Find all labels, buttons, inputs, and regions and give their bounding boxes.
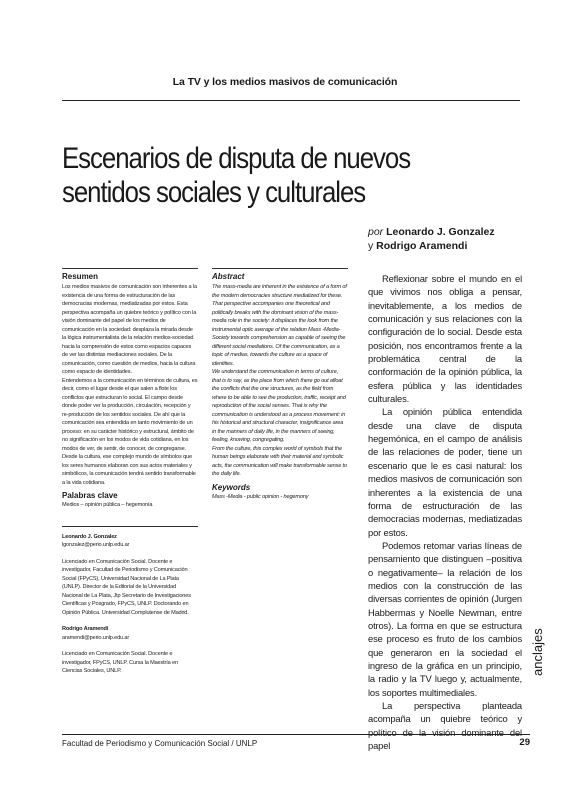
author-2-email: aramendi@perio.unlp.edu.ar [62,634,130,641]
resumen-text [62,283,198,487]
keywords: Mass -Media - public opinion - hegemony [212,493,309,500]
resumen-paragraph: Entendemos a la comunicación en términos de cultura, es decir, como el lugar desde el que salen a flote los conflictos que estructuran lo social. El campo desde donde poder ver la producción, circulación, recepción y re-producción de los sentidos sociales. De ahí que la comunicación sea entendida en tanto movimiento de un proceso: en su carácter histórico y estructural, ámbito de no significación en los modos de vida cotidiana, en los modos de ver, de sentir, de conocer, de congregarse. [62,377,198,452]
footer-text: Facultad de Periodismo y Comunicación Social / UNLP [62,739,258,748]
section-title: La TV y los medios masivos de comunicación [172,76,398,88]
page-number: 29 [519,737,530,748]
resumen-paragraph: Los medios masivos de comunicación son inherentes a la existencia de una forma de estructuración de las democracias modernas, mediatizadas por estos. Esta perspectiva acompaña un quiebre teórico y político con la visión dominante del papel de los medios de comunicación en la sociedad: desplaza la mirada desde la lógica instrumentalista de la relación medios-sociedad hacia la comprensión de estos como espacios capaces de ver las distintas mediaciones sociales. De la comunicación, como cuestión de medios, hacia la cultura como espacio de identidades. [62,284,197,375]
abstract-heading: Abstract [212,272,245,281]
byline-y: y [368,240,374,252]
keywords-heading: Keywords [212,482,251,492]
palabras-clave-heading: Palabras clave [62,491,118,500]
resumen-column [62,272,198,676]
author-1-email: lgonzalez@perio.unlp.edu.ar [62,542,130,548]
resumen-heading: Resumen [62,272,99,281]
author-2: Rodrigo Aramendi [376,240,468,252]
author-2-bio: Licenciado en Comunicación Social. Docente e investigador, FPyCS, UNLP. Cursa la Maestría en Ciencias Sociales, UNLP. [62,651,178,674]
byline [368,225,528,253]
journal-side-tab [530,614,544,676]
body-column [368,272,522,752]
body-paragraph: La perspectiva planteada acompaña un quiebre teórico y político de la visión dominante del papel [368,700,522,752]
abstract-paragraph: The mass-media are inherent in the existence of a form of the modern democracies structure mediatized for these. That perspective accompanies one theoretical and politically breaks with the dominant vision of the mass-media role in the society: it displaces the look from the instrumental optic average of the relation Mass -Media-Society towards comprehension as capable of seeing the different social mediations. Of the communication, as a topic of medias, towards the culture as a space of identities. [212,284,347,367]
abstract-paragraph: We understand the communication in terms of culture, that is to say, as the place from which there go out afloat the conflicts that the one structures, as the field from where to be able to see the production, traffic, receipt and reproduction of the social senses. That is why the communication is understood as a process movement: in his historical and structural character, insignificance area in the manners of daily life, in the manners of seeing, feeling, knowing, congregating. [212,369,346,443]
abstract-text [212,283,348,479]
author-info [62,533,198,676]
body-paragraph: La opinión pública entendida desde una clave de disputa hegemónica, en el campo de análisis de las relaciones de poder, tiene un escenario que le es casi natural: los medios masivos de comunicación son inherentes a la existencia de una forma de estructuración de las democracias modernas, mediatizadas por estos. [368,406,522,538]
side-tab-label: anclajes [530,628,545,676]
author-1-bio: Licenciado en Comunicación Social. Docente e investigador, Facultad de Periodismo y Comunicación Social (FPyCS), Universidad Nacional de La Plata (UNLP). Director de la Editorial de la Universidad Nacional de La Plata, Jtp Secretario de Investigaciones Científicas y Posgrado, FPyCS, UNLP. Doctorando en Opinión Pública. Universidad Complutense de Madrid. [62,558,191,616]
palabras-clave: Medios – opinión pública – hegemonía [62,502,153,508]
top-divider [62,100,520,101]
article-title: Escenarios de disputa de nuevos sentidos sociales y culturales [62,142,411,209]
col2-divider [212,268,348,269]
body-paragraph: Reflexionar sobre el mundo en el que vivimos nos obliga a pensar, inevitablemente, a los medios de comunicación y sus relaciones con la configuración de lo social. Desde esta posición, nos encontramos frente a la problemática central de la conformación de la opinión pública, la esfera pública y las identidades culturales. [368,273,522,405]
author-2-name: Rodrigo Aramendi [62,626,109,632]
author-1-name: Leonardo J. Gonzalez [62,533,117,540]
author-info-divider [62,526,198,527]
abstract-paragraph: From the culture, this complex world of symbols that the human beings elaborate with their material and symbolic acts, the communication will make transformable sense to the daily life. [212,445,347,477]
resumen-paragraph: Desde la cultura, ese complejo mundo de símbolos que los seres humanos elaboran con sus actos materiales y simbólicos, la comunicación tendrá sentido transformable a la vida cotidiana. [62,454,196,486]
abstract-column [212,272,348,501]
col1-divider [62,268,198,269]
author-1: Leonardo J. Gonzalez [386,226,495,238]
footer-divider [62,734,530,735]
byline-por: por [368,226,384,238]
body-paragraph: Podemos retomar varias líneas de pensamiento que distinguen –positiva o negativamente– la relación de los medios con la construcción de las diversas corrientes de opinión (Jurgen Habbermas y Noelle Newman, entre otros). La forma en que se estructura ese proceso es fruto de los cambios que generaron en la sociedad el ingreso de la gráfica en un principio, la radio y la TV luego y, actualmente, los soportes multimediales. [368,539,522,698]
